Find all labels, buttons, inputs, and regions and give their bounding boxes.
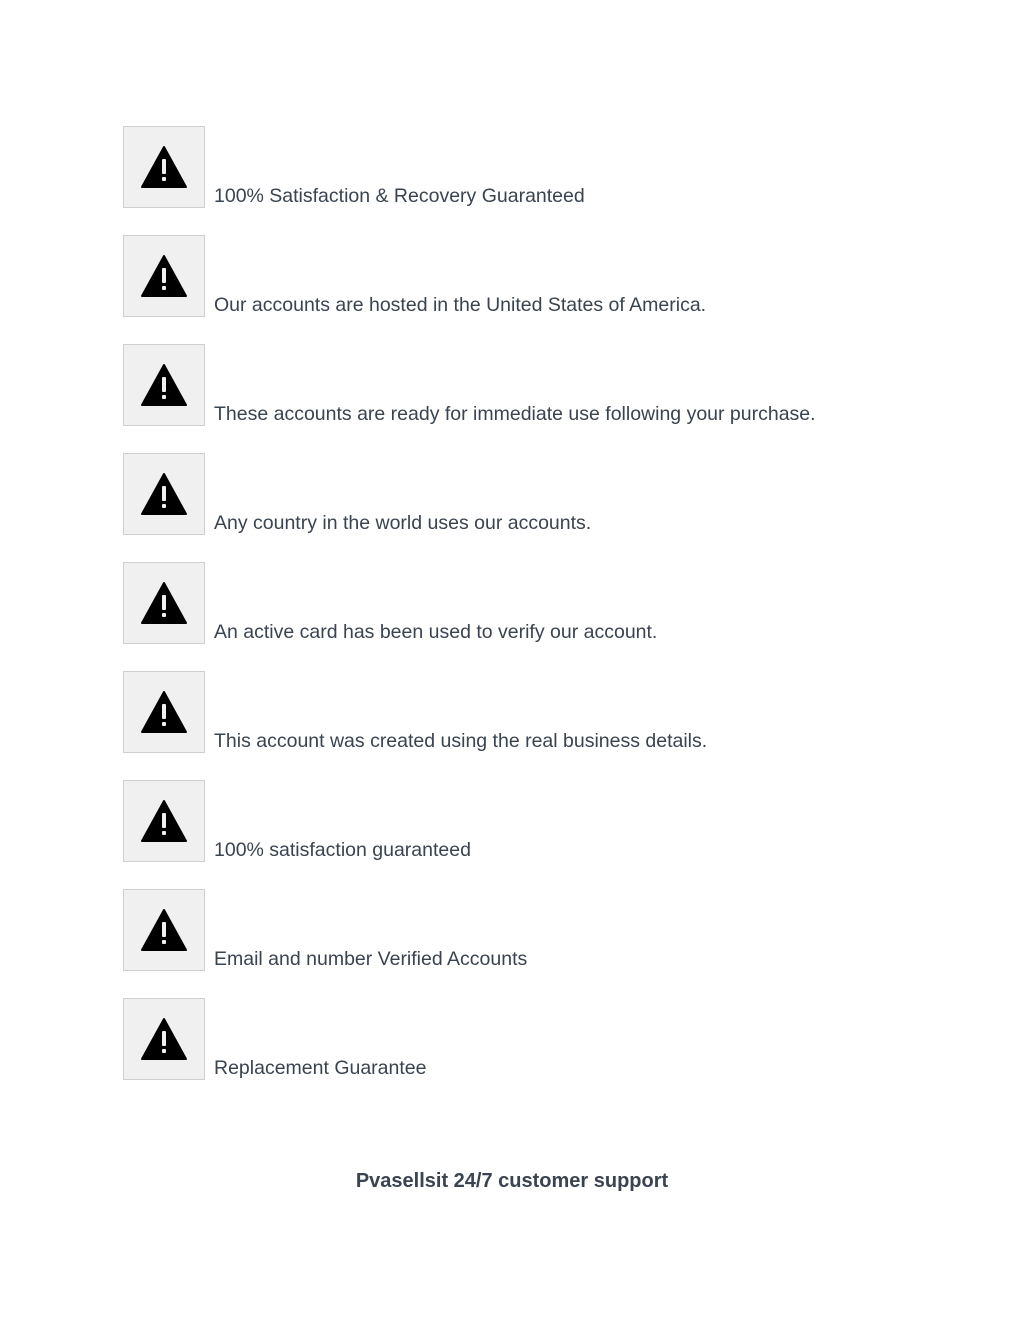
broken-image-placeholder	[123, 780, 205, 862]
feature-text: 100% Satisfaction & Recovery Guaranteed	[214, 185, 585, 207]
feature-list	[123, 123, 943, 1104]
feature-item	[123, 341, 943, 426]
warning-triangle-icon	[140, 799, 188, 843]
broken-image-placeholder	[123, 998, 205, 1080]
feature-text: An active card has been used to verify our account.	[214, 621, 658, 643]
feature-text: These accounts are ready for immediate use following your purchase.	[214, 403, 816, 425]
feature-item	[123, 559, 943, 644]
warning-triangle-icon	[140, 472, 188, 516]
support-heading: Pvasellsit 24/7 customer support	[355, 1170, 669, 1192]
feature-text: Our accounts are hosted in the United States of America.	[214, 294, 707, 316]
broken-image-placeholder	[123, 562, 205, 644]
warning-triangle-icon	[140, 254, 188, 298]
feature-text: Replacement Guarantee	[214, 1057, 427, 1079]
warning-triangle-icon	[140, 690, 188, 734]
broken-image-placeholder	[123, 889, 205, 971]
warning-triangle-icon	[140, 1017, 188, 1061]
warning-triangle-icon	[140, 581, 188, 625]
feature-item	[123, 450, 943, 535]
broken-image-placeholder	[123, 126, 205, 208]
broken-image-placeholder	[123, 344, 205, 426]
broken-image-placeholder	[123, 235, 205, 317]
warning-triangle-icon	[140, 145, 188, 189]
feature-text: 100% satisfaction guaranteed	[214, 839, 471, 861]
broken-image-placeholder	[123, 671, 205, 753]
feature-item	[123, 232, 943, 317]
feature-item	[123, 777, 943, 862]
feature-item	[123, 995, 943, 1080]
feature-text: Email and number Verified Accounts	[214, 948, 528, 970]
warning-triangle-icon	[140, 908, 188, 952]
broken-image-placeholder	[123, 453, 205, 535]
feature-item	[123, 668, 943, 753]
feature-text: Any country in the world uses our accounts.	[214, 512, 592, 534]
feature-item	[123, 886, 943, 971]
feature-text: This account was created using the real business details.	[214, 730, 708, 752]
warning-triangle-icon	[140, 363, 188, 407]
feature-item	[123, 123, 943, 208]
